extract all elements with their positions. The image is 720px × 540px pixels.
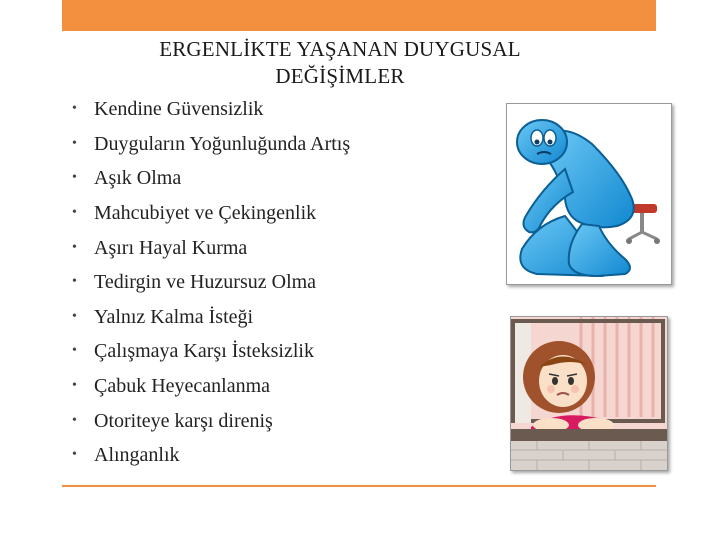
list-item-text: Mahcubiyet ve Çekingenlik [94, 202, 317, 225]
sad-blue-figure-image [506, 103, 672, 285]
list-item-text: Çalışmaya Karşı İsteksizlik [94, 340, 314, 363]
bullet-icon: • [72, 205, 77, 221]
slide-title [60, 36, 620, 90]
list-item-text: Alınganlık [94, 444, 180, 467]
sad-blue-figure-illustration [507, 104, 671, 284]
bullet-icon: • [72, 412, 77, 428]
bullet-icon: • [72, 308, 77, 324]
list-item-text: Duyguların Yoğunluğunda Artış [94, 132, 351, 155]
list-item-text: Çabuk Heyecanlanma [94, 375, 271, 398]
list-item-text: Tedirgin ve Huzursuz Olma [94, 271, 317, 294]
list-item [72, 438, 350, 473]
list-item [72, 161, 350, 196]
list-item [72, 196, 350, 231]
list-item [72, 334, 350, 369]
sad-girl-window-image [510, 316, 668, 471]
bullet-icon: • [72, 378, 77, 394]
list-item [72, 127, 350, 162]
list-item-text: Aşırı Hayal Kurma [94, 236, 248, 259]
list-item [72, 369, 350, 404]
list-item [72, 265, 350, 300]
bullet-icon: • [72, 135, 77, 151]
bullet-icon: • [72, 274, 77, 290]
list-item [72, 230, 350, 265]
list-item [72, 403, 350, 438]
list-item-text: Kendine Güvensizlik [94, 98, 264, 121]
bullet-icon: • [72, 101, 77, 117]
bullet-icon: • [72, 170, 77, 186]
sad-girl-at-window-illustration [511, 317, 667, 470]
bottom-accent-line [62, 485, 656, 487]
list-item [72, 92, 350, 127]
bullet-list [72, 92, 350, 473]
bullet-icon: • [72, 447, 77, 463]
bullet-icon: • [72, 343, 77, 359]
list-item-text: Yalnız Kalma İsteği [94, 305, 254, 328]
list-item-text: Aşık Olma [94, 167, 182, 190]
title-line-1: ERGENLİKTE YAŞANAN DUYGUSAL [159, 37, 521, 61]
top-accent-bar [62, 0, 656, 31]
list-item [72, 300, 350, 335]
bullet-icon: • [72, 239, 77, 255]
list-item-text: Otoriteye karşı direniş [94, 409, 273, 432]
title-line-2: DEĞİŞİMLER [275, 64, 405, 88]
